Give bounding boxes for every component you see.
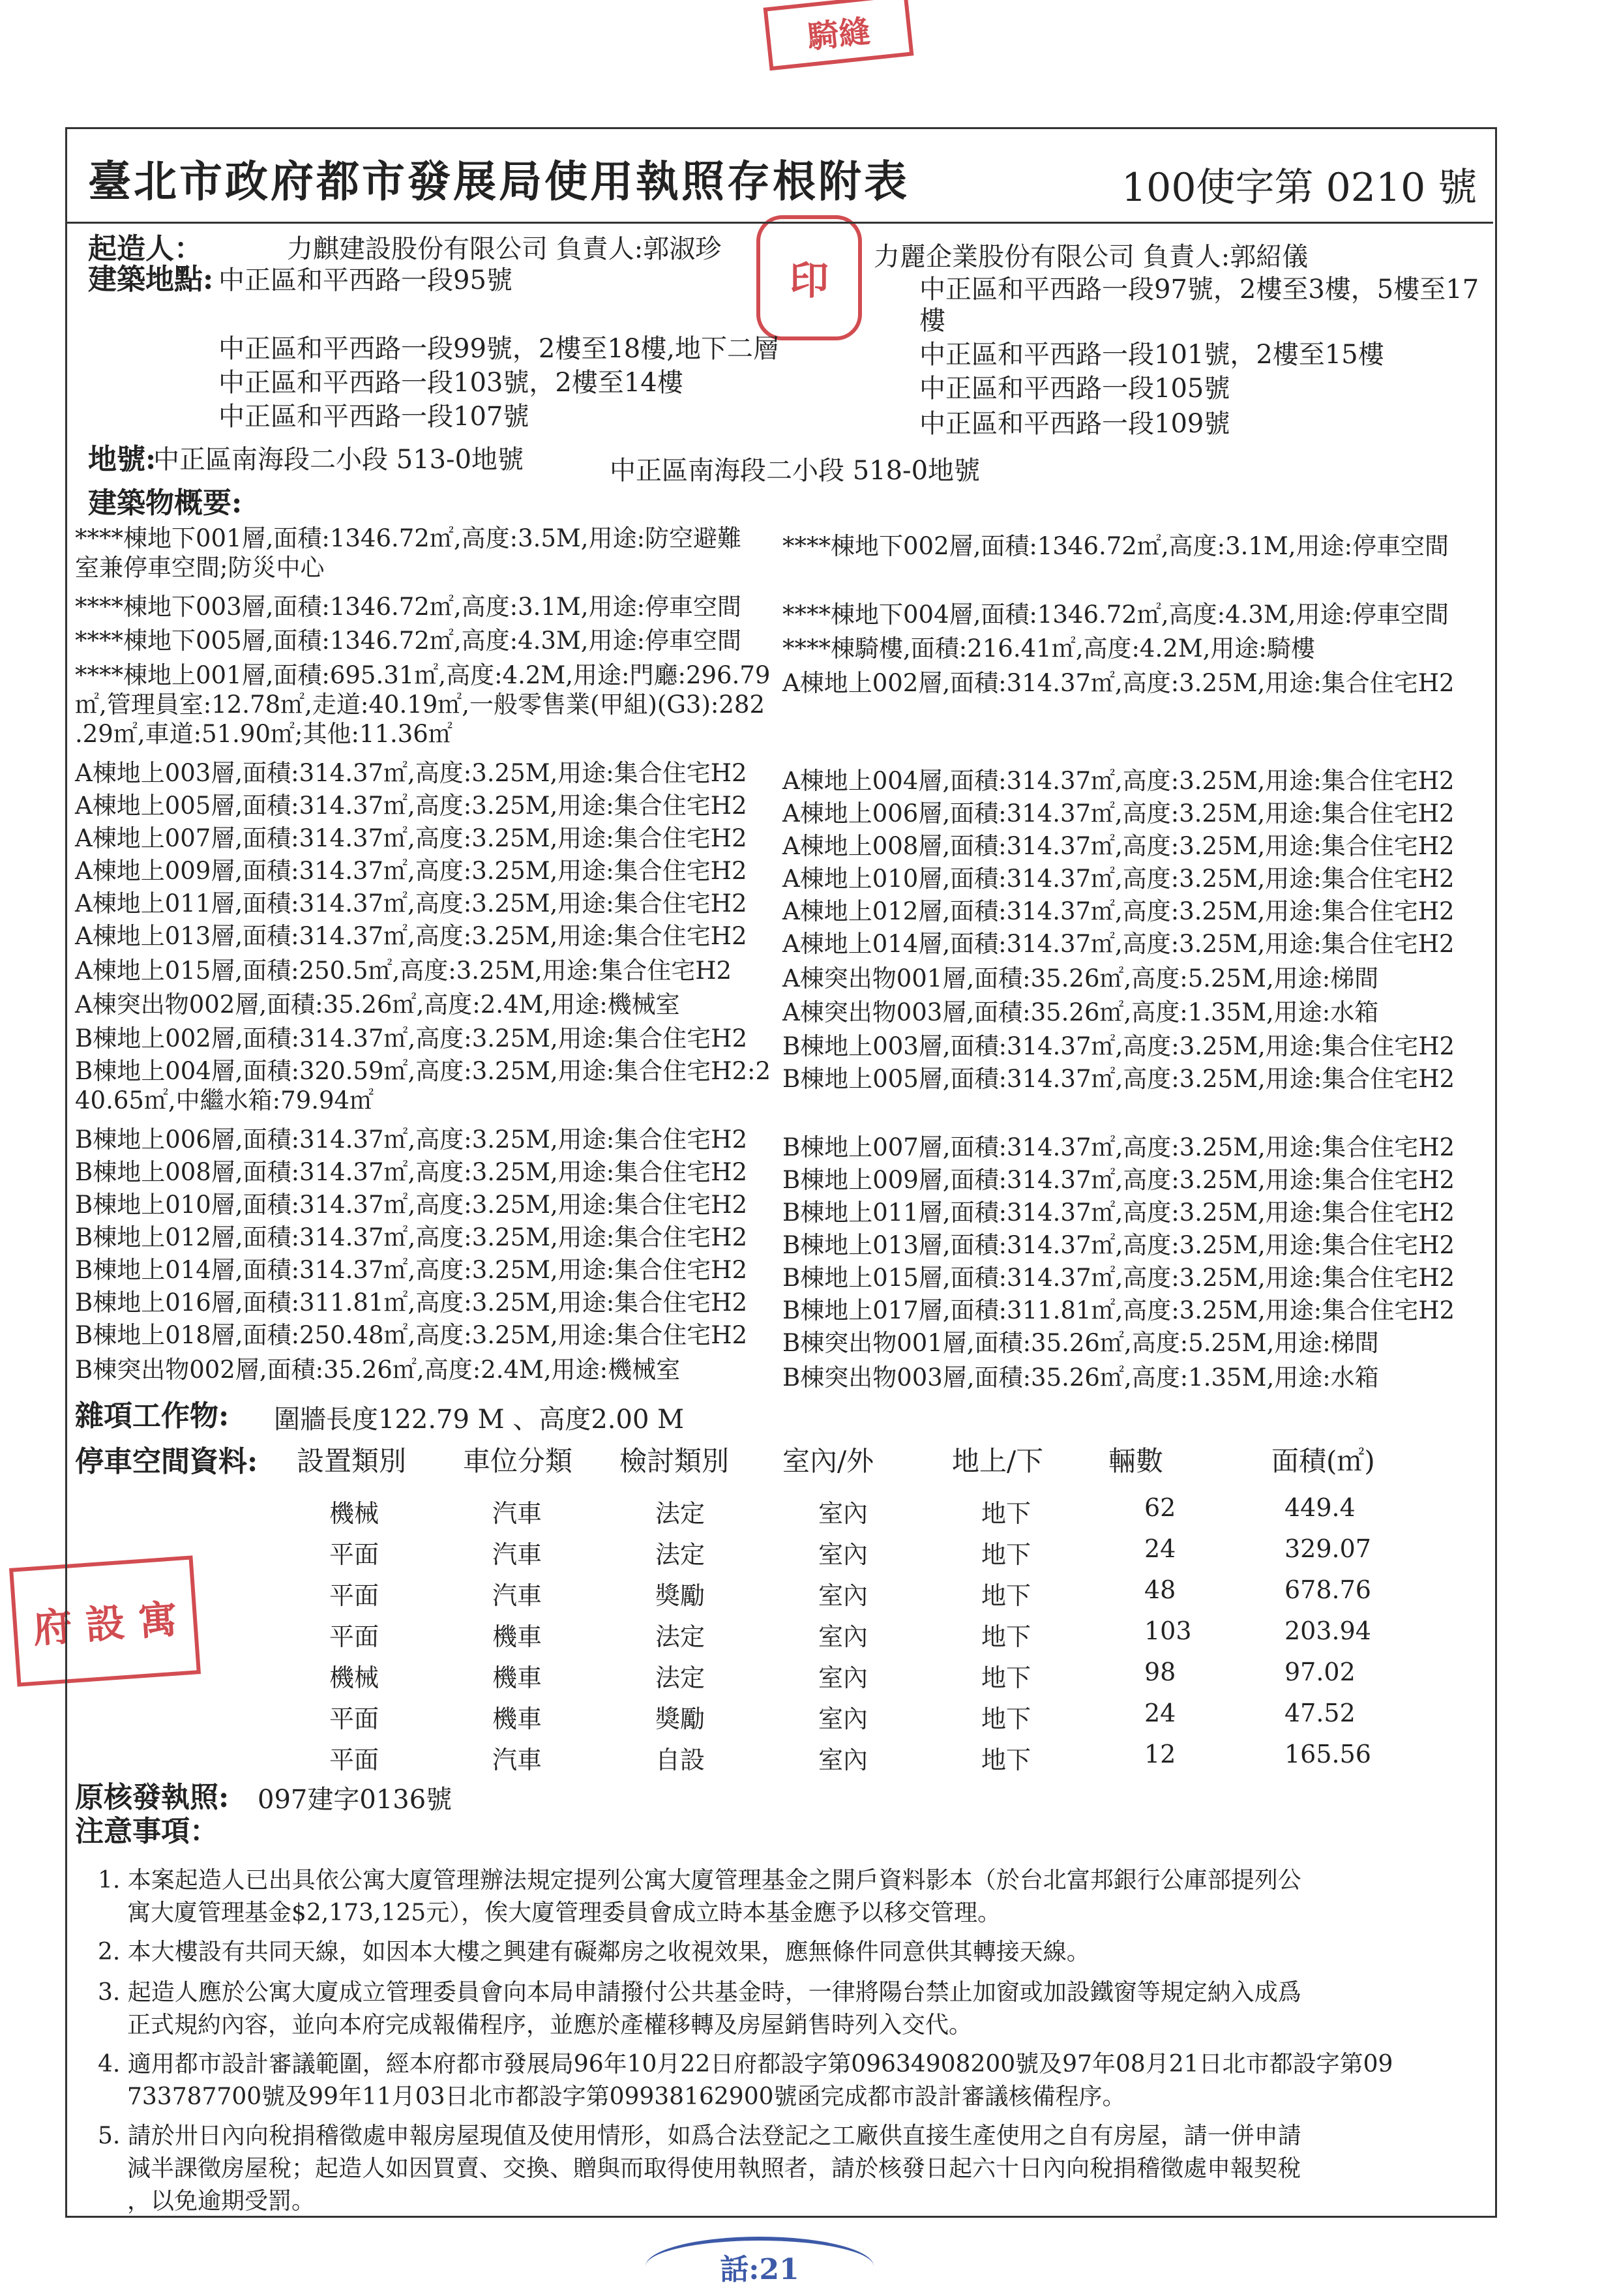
site-left-3: 中正區和平西路一段103號，2樓至14樓: [218, 368, 683, 398]
overview-right-line: A棟地上008層,面積:314.37㎡,高度:3.25M,用途:集合住宅H2: [782, 832, 1455, 860]
overview-left-line: A棟地上005層,面積:314.37㎡,高度:3.25M,用途:集合住宅H2: [75, 792, 747, 820]
parking-cell: 47.52: [1284, 1699, 1356, 1727]
overview-left-line: ㎡,管理員室:12.78㎡,走道:40.19㎡,一般零售業(甲組)(G3):282: [75, 691, 765, 719]
overview-right-line: B棟突出物001層,面積:35.26㎡,高度:5.25M,用途:梯間: [782, 1329, 1379, 1357]
parking-cell: 室內: [818, 1746, 868, 1774]
overview-right-line: A棟地上010層,面積:314.37㎡,高度:3.25M,用途:集合住宅H2: [782, 865, 1455, 893]
overview-right-line: A棟地上004層,面積:314.37㎡,高度:3.25M,用途:集合住宅H2: [782, 767, 1455, 795]
parking-cell: 室內: [818, 1540, 868, 1569]
parking-cell: 98: [1144, 1658, 1176, 1686]
overview-left-line: B棟地上004層,面積:320.59㎡,高度:3.25M,用途:集合住宅H2:2: [75, 1057, 771, 1085]
site-left-2: 中正區和平西路一段99號，2樓至18樓,地下二層: [218, 334, 779, 364]
parking-cell: 汽車: [492, 1540, 542, 1569]
misc-value: 圍牆長度122.79 M 、高度2.00 M: [274, 1405, 685, 1435]
overview-right-line: B棟地上015層,面積:314.37㎡,高度:3.25M,用途:集合住宅H2: [782, 1264, 1455, 1292]
site-right-1b: 樓: [919, 306, 945, 336]
site-right-1: 中正區和平西路一段97號，2樓至3樓，5樓至17: [919, 275, 1479, 305]
overview-left-line: .29㎡,車道:51.90㎡;其他:11.36㎡: [75, 720, 452, 748]
parking-cell: 室內: [818, 1499, 868, 1528]
overview-left-line: A棟突出物002層,面積:35.26㎡,高度:2.4M,用途:機械室: [75, 991, 680, 1019]
document-title: 臺北市政府都市發展局使用執照存根附表: [88, 156, 910, 207]
parking-header-cell: 輛數: [1108, 1445, 1164, 1477]
overview-left-line: A棟地上013層,面積:314.37㎡,高度:3.25M,用途:集合住宅H2: [75, 922, 747, 950]
parking-header-cell: 檢討類別: [619, 1445, 730, 1477]
note-line: 5. 請於卅日內向稅捐稽徵處申報房屋現值及使用情形，如爲合法登記之工廠供直接生產使用之自有房屋，請一併申請: [98, 2123, 1301, 2149]
overview-label: 建築物概要:: [88, 486, 243, 520]
parking-cell: 室內: [818, 1663, 868, 1692]
note-line: 正式規約內容，並向本府完成報備程序，並應於產權移轉及房屋銷售時列入交代。: [127, 2012, 973, 2038]
overview-left-line: A棟地上007層,面積:314.37㎡,高度:3.25M,用途:集合住宅H2: [75, 824, 747, 852]
overview-left-line: 室兼停車空間;防災中心: [75, 554, 325, 582]
owner-label: 起造人：: [88, 232, 203, 265]
overview-right-line: ****棟騎樓,面積:216.41㎡,高度:4.2M,用途:騎樓: [782, 634, 1315, 663]
overview-left-line: ****棟地上001層,面積:695.31㎡,高度:4.2M,用途:門廳:296.79: [75, 661, 771, 689]
overview-right-line: B棟地上009層,面積:314.37㎡,高度:3.25M,用途:集合住宅H2: [782, 1166, 1455, 1194]
parking-cell: 24: [1144, 1699, 1176, 1727]
parking-cell: 平面: [329, 1622, 379, 1651]
bottom-seal-stamp: 話:21: [645, 2237, 874, 2296]
parking-cell: 法定: [655, 1622, 705, 1651]
note-line: ，以免逾期受罰。: [127, 2188, 316, 2214]
overview-right-line: B棟地上007層,面積:314.37㎡,高度:3.25M,用途:集合住宅H2: [782, 1133, 1455, 1161]
parking-cell: 機車: [492, 1705, 542, 1733]
site-right-2: 中正區和平西路一段101號，2樓至15樓: [919, 340, 1384, 370]
permit-number: 100使字第 0210 號: [1121, 165, 1477, 211]
parking-cell: 室內: [818, 1705, 868, 1733]
parking-header-cell: 車位分類: [463, 1445, 573, 1477]
overview-left-line: ****棟地下003層,面積:1346.72㎡,高度:3.1M,用途:停車空間: [75, 593, 742, 621]
parking-cell: 地下: [981, 1581, 1031, 1610]
parking-cell: 24: [1144, 1534, 1176, 1563]
parking-cell: 329.07: [1284, 1534, 1371, 1563]
parking-header-cell: 面積(㎡): [1271, 1445, 1375, 1477]
parking-cell: 449.4: [1284, 1493, 1356, 1522]
parking-header-cell: 設置類別: [297, 1445, 407, 1477]
parking-cell: 地下: [981, 1499, 1031, 1528]
owner-1: 力麒建設股份有限公司 負責人:郭淑珍: [287, 234, 722, 264]
site-label: 建築地點:: [88, 263, 214, 296]
parking-header-cell: 地上/下: [952, 1445, 1044, 1477]
parking-cell: 48: [1144, 1575, 1176, 1604]
parking-cell: 機車: [492, 1622, 542, 1651]
overview-right-line: A棟突出物001層,面積:35.26㎡,高度:5.25M,用途:梯間: [782, 964, 1379, 992]
original-permit-label: 原核發執照:: [75, 1781, 230, 1814]
parking-header-cell: 室內/外: [782, 1445, 874, 1477]
note-line: 733787700號及99年11月03日北市都設字第09938162900號函完成都市設計審議核備程序。: [127, 2083, 1126, 2110]
overview-left-line: B棟地上014層,面積:314.37㎡,高度:3.25M,用途:集合住宅H2: [75, 1256, 748, 1284]
parking-cell: 法定: [655, 1499, 705, 1528]
parking-cell: 室內: [818, 1622, 868, 1651]
overview-left-line: A棟地上009層,面積:314.37㎡,高度:3.25M,用途:集合住宅H2: [75, 857, 747, 885]
overview-right-line: B棟地上011層,面積:314.37㎡,高度:3.25M,用途:集合住宅H2: [782, 1199, 1455, 1227]
lot-label: 地號:: [88, 443, 156, 476]
parking-cell: 103: [1144, 1617, 1192, 1645]
overview-left-line: B棟地上002層,面積:314.37㎡,高度:3.25M,用途:集合住宅H2: [75, 1024, 748, 1052]
overview-right-line: B棟地上017層,面積:311.81㎡,高度:3.25M,用途:集合住宅H2: [782, 1296, 1455, 1324]
parking-label: 停車空間資料:: [75, 1445, 258, 1478]
parking-cell: 678.76: [1284, 1575, 1371, 1604]
overview-right-line: B棟地上005層,面積:314.37㎡,高度:3.25M,用途:集合住宅H2: [782, 1065, 1455, 1093]
notes-label: 注意事項：: [75, 1815, 218, 1848]
overview-left-line: A棟地上003層,面積:314.37㎡,高度:3.25M,用途:集合住宅H2: [75, 759, 747, 787]
overview-left-line: B棟地上016層,面積:311.81㎡,高度:3.25M,用途:集合住宅H2: [75, 1289, 748, 1317]
parking-cell: 機車: [492, 1663, 542, 1692]
misc-label: 雜項工作物:: [75, 1399, 230, 1433]
site-left-4: 中正區和平西路一段107號: [218, 402, 529, 432]
parking-cell: 法定: [655, 1540, 705, 1569]
parking-cell: 平面: [329, 1581, 379, 1610]
parking-cell: 汽車: [492, 1499, 542, 1528]
note-line: 3. 起造人應於公寓大廈成立管理委員會向本局申請撥付公共基金時，一律將陽台禁止加窗或加設鐵窗等規定納入成爲: [98, 1979, 1301, 2006]
parking-cell: 12: [1144, 1740, 1176, 1768]
lot-right: 中正區南海段二小段 518-0地號: [610, 456, 981, 486]
overview-right-line: A棟地上012層,面積:314.37㎡,高度:3.25M,用途:集合住宅H2: [782, 897, 1455, 925]
owner-2: 力麗企業股份有限公司 負責人:郭紹儀: [874, 242, 1309, 272]
parking-cell: 汽車: [492, 1746, 542, 1774]
overview-right-line: A棟突出物003層,面積:35.26㎡,高度:1.35M,用途:水箱: [782, 998, 1379, 1026]
overview-left-line: B棟地上018層,面積:250.48㎡,高度:3.25M,用途:集合住宅H2: [75, 1321, 748, 1349]
parking-cell: 法定: [655, 1663, 705, 1692]
left-seal-stamp: 府 設 寓: [9, 1555, 201, 1686]
parking-cell: 97.02: [1284, 1658, 1356, 1686]
site-right-3: 中正區和平西路一段105號: [919, 374, 1230, 404]
overview-right-line: B棟地上013層,面積:314.37㎡,高度:3.25M,用途:集合住宅H2: [782, 1231, 1455, 1259]
parking-cell: 地下: [981, 1622, 1031, 1651]
parking-cell: 機械: [329, 1663, 379, 1692]
note-line: 2. 本大樓設有共同天線，如因本大樓之興建有礙鄰房之收視效果，應無條件同意供其轉接天線。: [98, 1939, 1090, 1965]
overview-left-line: ****棟地下001層,面積:1346.72㎡,高度:3.5M,用途:防空避難: [75, 524, 742, 552]
overview-right-line: B棟地上003層,面積:314.37㎡,高度:3.25M,用途:集合住宅H2: [782, 1032, 1455, 1060]
overview-left-line: B棟地上012層,面積:314.37㎡,高度:3.25M,用途:集合住宅H2: [75, 1223, 748, 1251]
parking-cell: 平面: [329, 1705, 379, 1733]
overview-left-line: B棟地上008層,面積:314.37㎡,高度:3.25M,用途:集合住宅H2: [75, 1158, 748, 1186]
original-permit-value: 097建字0136號: [258, 1785, 452, 1815]
overview-left-line: ****棟地下005層,面積:1346.72㎡,高度:4.3M,用途:停車空間: [75, 627, 742, 655]
note-line: 寓大廈管理基金$2,173,125元），俟大廈管理委員會成立時本基金應予以移交管理。: [127, 1900, 1001, 1926]
note-line: 減半課徵房屋稅；起造人如因買賣、交換、贈與而取得使用執照者，請於核發日起六十日內向稅捐稽徵處申報契稅: [127, 2155, 1301, 2182]
parking-cell: 獎勵: [655, 1581, 705, 1610]
lot-left: 中正區南海段二小段 513-0地號: [153, 445, 524, 475]
top-seal-stamp: 騎縫: [764, 0, 914, 70]
overview-left-line: A棟地上015層,面積:250.5㎡,高度:3.25M,用途:集合住宅H2: [75, 957, 732, 985]
overview-left-line: B棟地上006層,面積:314.37㎡,高度:3.25M,用途:集合住宅H2: [75, 1126, 748, 1154]
parking-cell: 汽車: [492, 1581, 542, 1610]
overview-left-line: B棟突出物002層,面積:35.26㎡,高度:2.4M,用途:機械室: [75, 1356, 681, 1384]
overview-right-line: A棟地上014層,面積:314.37㎡,高度:3.25M,用途:集合住宅H2: [782, 930, 1455, 958]
note-line: 4. 適用都市設計審議範圍，經本府都市發展局96年10月22日府都設字第09634908200號及97年08月21日北市都設字第09: [98, 2051, 1393, 2078]
parking-cell: 62: [1144, 1493, 1176, 1522]
parking-cell: 平面: [329, 1540, 379, 1569]
overview-left-line: 40.65㎡,中繼水箱:79.94㎡: [75, 1086, 374, 1114]
parking-cell: 165.56: [1284, 1740, 1371, 1768]
overview-right-line: A棟地上006層,面積:314.37㎡,高度:3.25M,用途:集合住宅H2: [782, 799, 1455, 827]
note-line: 1. 本案起造人已出具依公寓大廈管理辦法規定提列公寓大廈管理基金之開戶資料影本（於台北富邦銀行公庫部提列公: [98, 1867, 1301, 1894]
site-left-1: 中正區和平西路一段95號: [218, 265, 512, 295]
parking-cell: 獎勵: [655, 1705, 705, 1733]
center-seal-stamp: 印: [756, 215, 862, 340]
parking-cell: 室內: [818, 1581, 868, 1610]
parking-cell: 自設: [655, 1746, 705, 1774]
overview-left-line: A棟地上011層,面積:314.37㎡,高度:3.25M,用途:集合住宅H2: [75, 889, 747, 917]
parking-cell: 平面: [329, 1746, 379, 1774]
title-divider: [65, 222, 1493, 224]
parking-cell: 地下: [981, 1663, 1031, 1692]
overview-right-line: ****棟地下002層,面積:1346.72㎡,高度:3.1M,用途:停車空間: [782, 532, 1449, 560]
site-right-4: 中正區和平西路一段109號: [919, 409, 1230, 439]
parking-cell: 地下: [981, 1540, 1031, 1569]
overview-right-line: B棟突出物003層,面積:35.26㎡,高度:1.35M,用途:水箱: [782, 1364, 1379, 1392]
parking-cell: 地下: [981, 1746, 1031, 1774]
parking-cell: 地下: [981, 1705, 1031, 1733]
overview-right-line: A棟地上002層,面積:314.37㎡,高度:3.25M,用途:集合住宅H2: [782, 669, 1455, 697]
overview-right-line: ****棟地下004層,面積:1346.72㎡,高度:4.3M,用途:停車空間: [782, 601, 1449, 629]
overview-left-line: B棟地上010層,面積:314.37㎡,高度:3.25M,用途:集合住宅H2: [75, 1191, 748, 1219]
parking-cell: 203.94: [1284, 1617, 1371, 1645]
parking-cell: 機械: [329, 1499, 379, 1528]
